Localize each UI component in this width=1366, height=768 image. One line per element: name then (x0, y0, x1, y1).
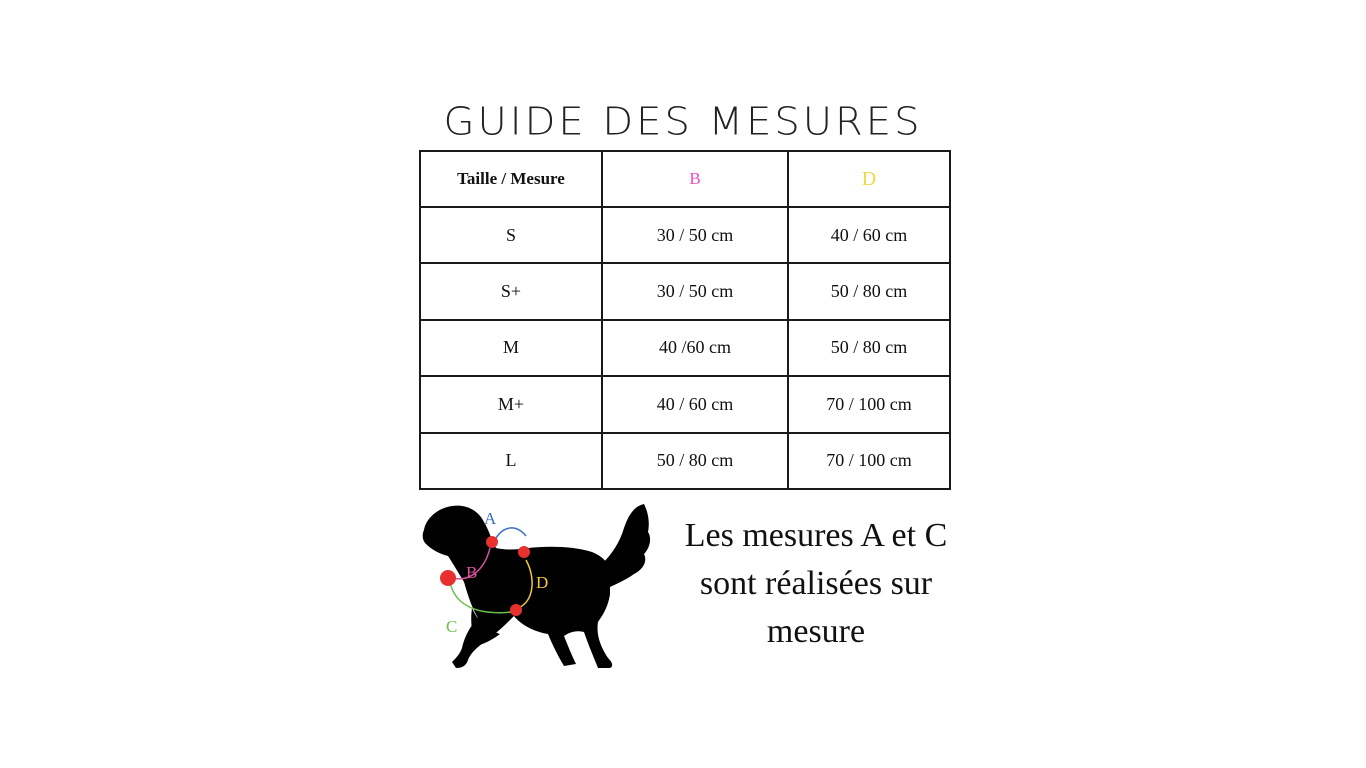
measure-a-arrow (496, 528, 526, 538)
label-d: D (536, 573, 549, 592)
table-row (420, 376, 950, 432)
header-b: B (602, 151, 788, 207)
d-cell: 70 / 100 cm (788, 433, 950, 489)
page-title: GUIDE DES MESURES (443, 100, 923, 144)
size-cell: M+ (420, 376, 602, 432)
measure-point-icon (518, 546, 530, 558)
label-b: B (466, 563, 478, 582)
header-size-measure: Taille / Mesure (420, 151, 602, 207)
size-cell: M (420, 320, 602, 376)
measure-point-icon (440, 570, 456, 586)
size-table (419, 150, 951, 490)
d-cell: 70 / 100 cm (788, 376, 950, 432)
dog-measurement-illustration (412, 498, 662, 674)
table-row (420, 263, 950, 319)
measure-point-icon (486, 536, 498, 548)
d-cell: 50 / 80 cm (788, 320, 950, 376)
b-cell: 30 / 50 cm (602, 207, 788, 263)
d-cell: 40 / 60 cm (788, 207, 950, 263)
custom-measure-note: Les mesures A et C sont réalisées sur mesure (684, 517, 948, 650)
table-row (420, 320, 950, 376)
table-header-row (420, 151, 950, 207)
b-cell: 40 / 60 cm (602, 376, 788, 432)
table-row (420, 207, 950, 263)
size-cell: L (420, 433, 602, 489)
b-cell: 40 /60 cm (602, 320, 788, 376)
size-cell: S (420, 207, 602, 263)
d-cell: 50 / 80 cm (788, 263, 950, 319)
label-c: C (446, 617, 458, 636)
b-cell: 30 / 50 cm (602, 263, 788, 319)
table-row (420, 433, 950, 489)
b-cell: 50 / 80 cm (602, 433, 788, 489)
label-a: A (484, 509, 497, 528)
size-cell: S+ (420, 263, 602, 319)
measure-point-icon (510, 604, 522, 616)
header-d: D (788, 151, 950, 207)
